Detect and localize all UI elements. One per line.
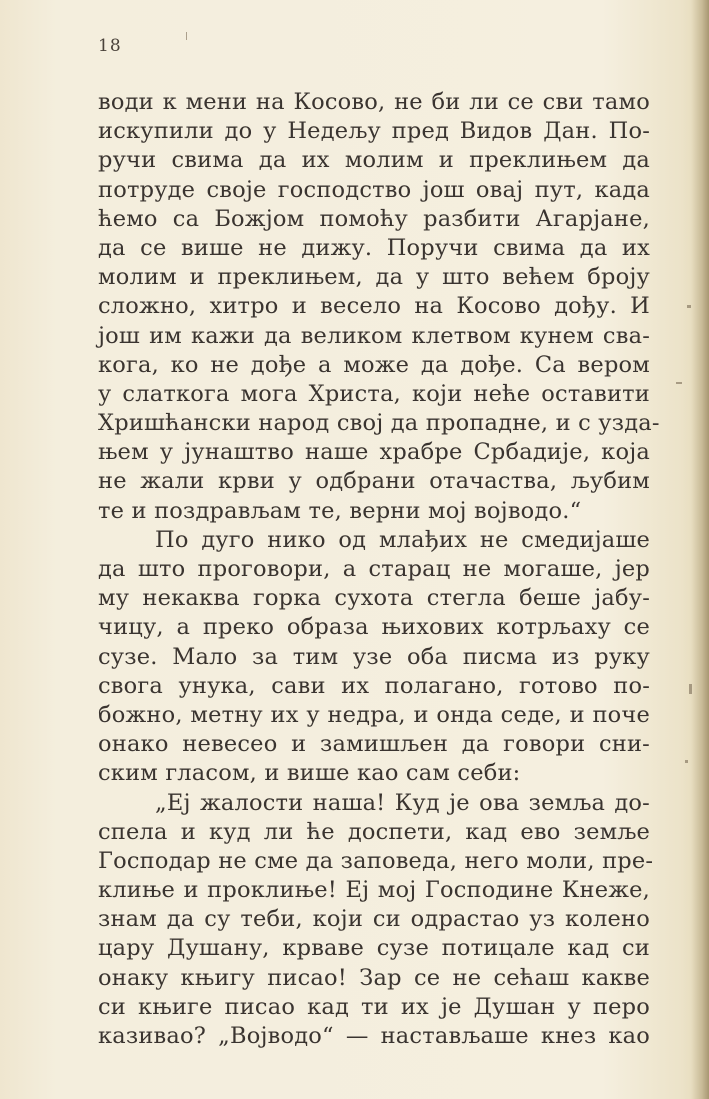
text-line: да се више не дижу. Поручи свима да их: [98, 234, 650, 261]
text-line: молим и преклињем, да у што већем броју: [98, 264, 650, 291]
body-text: [98, 88, 660, 1051]
text-line: потруде своје господство још овај пут, када: [98, 176, 650, 203]
text-line: свога унука, сави их полагано, готово по-: [98, 672, 650, 699]
text-line: онако невесео и замишљен да говори сни-: [98, 731, 650, 758]
text-line: сузе. Мало за тим узе оба писма из руку: [98, 643, 650, 670]
text-line: знам да су теби, који си одрастао уз колено: [98, 906, 650, 933]
text-line: си књиге писао кад ти их је Душан у перо: [98, 993, 650, 1020]
text-line: ћемо са Божјом помоћу разбити Агарјане,: [98, 205, 650, 232]
text-line: клиње и проклиње! Еј мој Господине Кнеже,: [98, 877, 650, 904]
scan-speck: [689, 684, 692, 694]
text-line: сложно, хитро и весело на Косово дођу. И: [98, 293, 650, 320]
scan-speck: [685, 760, 688, 763]
scan-speck: [186, 32, 187, 40]
text-line: казивао? „Војводо“ — настављаше кнез као: [98, 1023, 650, 1049]
page-number: 18: [98, 36, 122, 56]
text-line: Хришћански народ свој да пропадне, и с узда-: [98, 410, 660, 437]
text-line: Господар не сме да заповеда, него моли, пре-: [98, 847, 654, 874]
text-line: води к мени на Косово, не би ли се сви тамо: [98, 89, 650, 115]
page-edge-shadow: [691, 0, 709, 1099]
text-line: ручи свима да их молим и преклињем да: [98, 147, 650, 174]
scan-speck: [676, 382, 682, 384]
text-line: у слаткога мога Христа, који неће оставити: [98, 380, 650, 407]
text-line: ским гласом, и више као сам себи:: [98, 760, 521, 787]
text-line: божно, метну их у недра, и онда седе, и поче: [98, 701, 650, 728]
text-line: онаку књигу писао! Зар се не сећаш какве: [98, 964, 650, 991]
text-line: чицу, а преко образа њихових котрљаху се: [98, 614, 650, 641]
text-line: му некаква горка сухота стегла беше јабу-: [98, 585, 650, 612]
paragraph-first-line: „Еј жалости наша! Куд је ова земља до-: [155, 789, 650, 816]
text-line: кога, ко не дође а може да дође. Са вером: [98, 351, 650, 378]
text-line: цару Душану, крваве сузе потицале кад си: [98, 935, 650, 962]
text-line: не жали крви у одбрани отачаства, љубим: [98, 468, 650, 495]
text-line: да што проговори, а старац не могаше, јер: [98, 556, 650, 582]
text-line: њем у јунаштво наше храбре Србадије, која: [98, 439, 650, 466]
paragraph-first-line: По дуго нико од млађих не смедијаше: [155, 526, 650, 553]
text-line: још им кажи да великом клетвом кунем сва-: [98, 322, 650, 349]
scan-speck: [687, 305, 691, 308]
text-line: спела и куд ли ће доспети, кад ево земље: [98, 818, 650, 845]
text-line: те и поздрављам те, верни мој војводо.“: [98, 497, 582, 524]
text-line: искупили до у Недељу пред Видов Дан. По-: [98, 118, 650, 145]
